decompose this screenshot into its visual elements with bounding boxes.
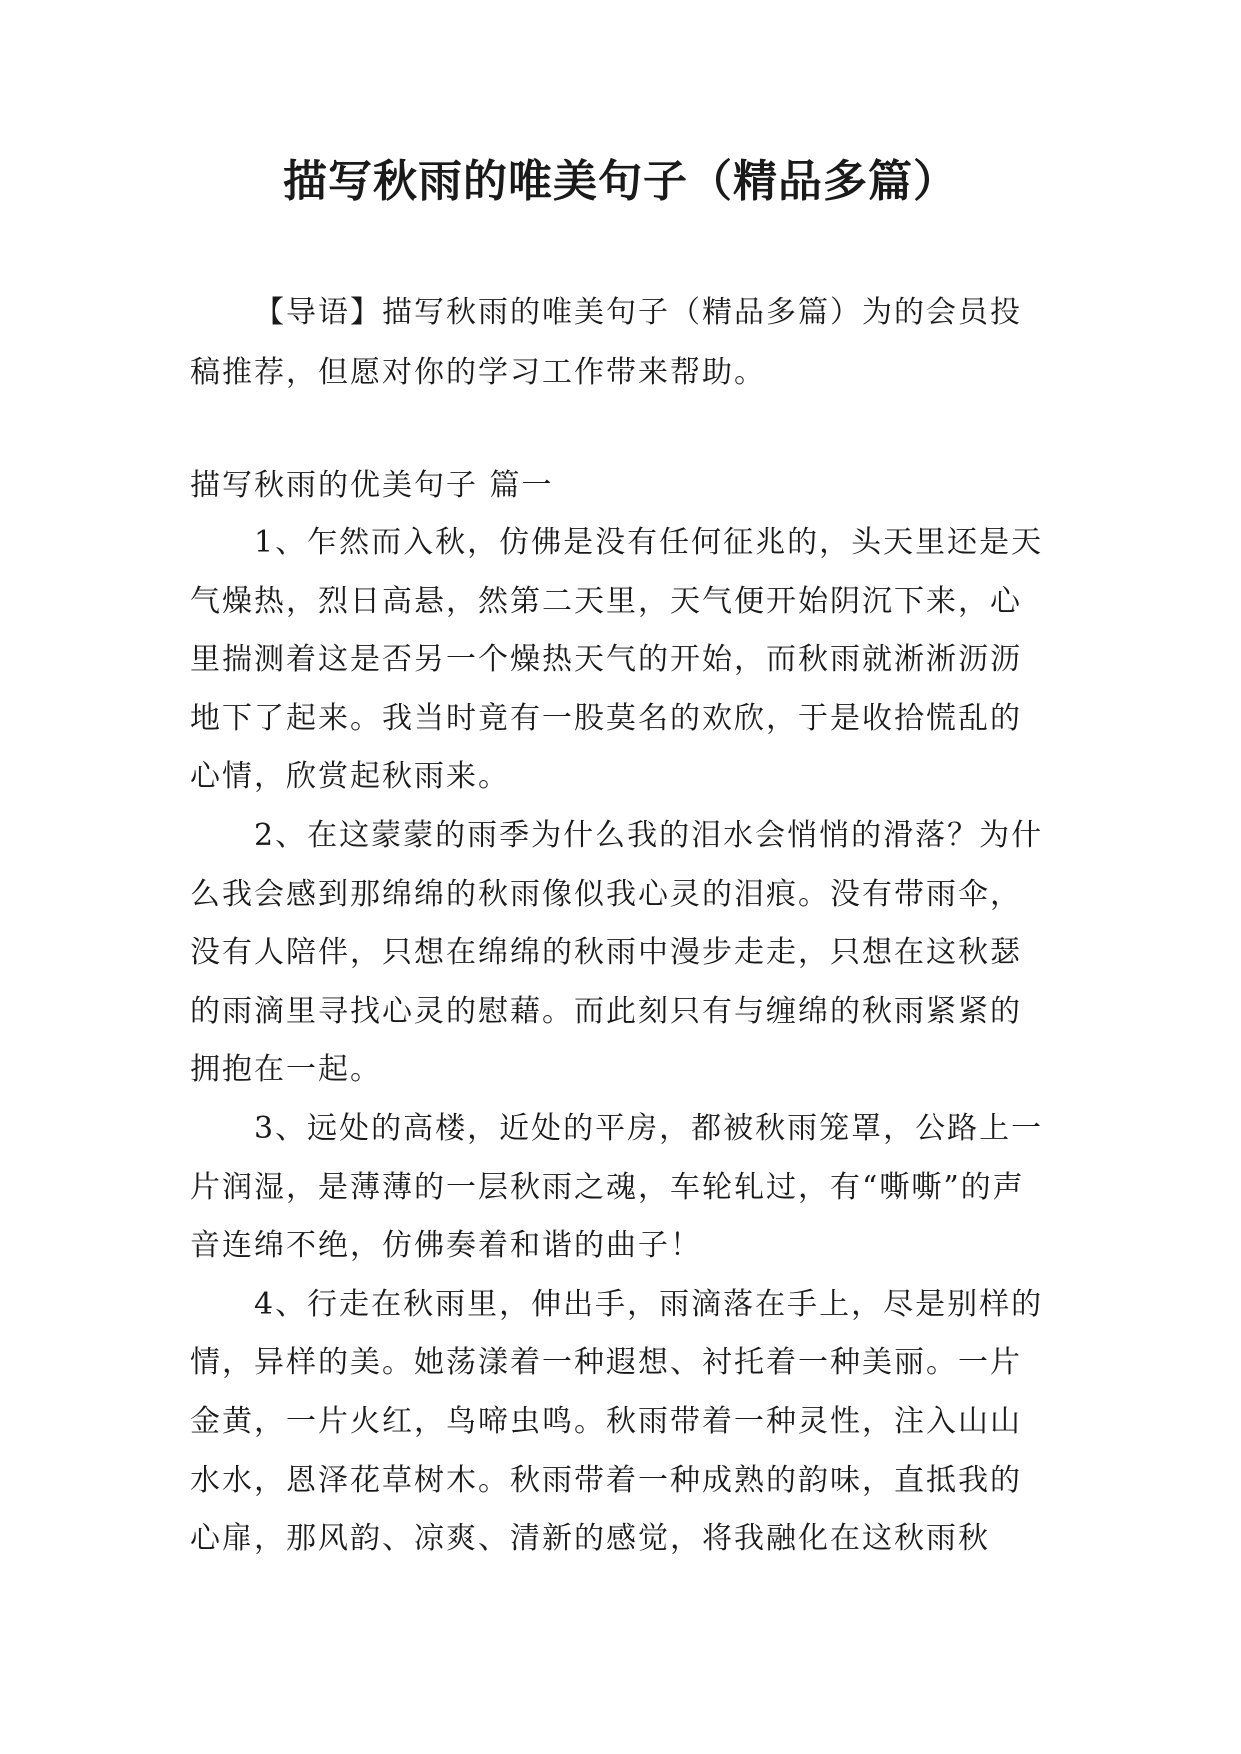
sentence-item-2: 2、在这蒙蒙的雨季为什么我的泪水会悄悄的滑落？为什么我会感到那绵绵的秋雨像似我心灵的泪痕。没有带雨伞，没有人陪伴，只想在绵绵的秋雨中漫步走走，只想在这秋瑟的雨滴里寻找心灵的慰藉。而此刻只有与缠绵的秋雨紧紧的拥抱在一起。 — [190, 817, 1044, 1088]
intro-paragraph: 【导语】描写秋雨的唯美句子（精品多篇）为的会员投稿推荐，但愿对你的学习工作带来帮助。 — [190, 295, 1022, 390]
document-title: 描写秋雨的唯美句子（精品多篇） — [283, 156, 958, 207]
sentence-item-1: 1、乍然而入秋，仿佛是没有任何征兆的，头天里还是天气燥热，烈日高悬，然第二天里，天气便开始阴沉下来，心里揣测着这是否另一个燥热天气的开始，而秋雨就淅淅沥沥地下了起来。我当时竟有一股莫名的欢欣，于是收拾慌乱的心情，欣赏起秋雨来。 — [190, 525, 1044, 795]
sentence-item-4: 4、行走在秋雨里，伸出手，雨滴落在手上，尽是别样的情，异样的美。她荡漾着一种遐想、衬托着一种美丽。一片金黄，一片火红，鸟啼虫鸣。秋雨带着一种灵性，注入山山水水，恩泽花草树木。秋雨带着一种成熟的韵味，直抵我的心扉，那风韵、凉爽、清新的感觉，将我融化在这秋雨秋 — [190, 1286, 1044, 1557]
sentence-item-3: 3、远处的高楼，近处的平房，都被秋雨笼罩，公路上一片润湿，是薄薄的一层秋雨之魂，车轮轧过，有“嘶嘶”的声音连绵不绝，仿佛奏着和谐的曲子！ — [190, 1110, 1044, 1264]
section-heading: 描写秋雨的优美句子 篇一 — [190, 468, 554, 503]
section-one — [190, 458, 1052, 1569]
